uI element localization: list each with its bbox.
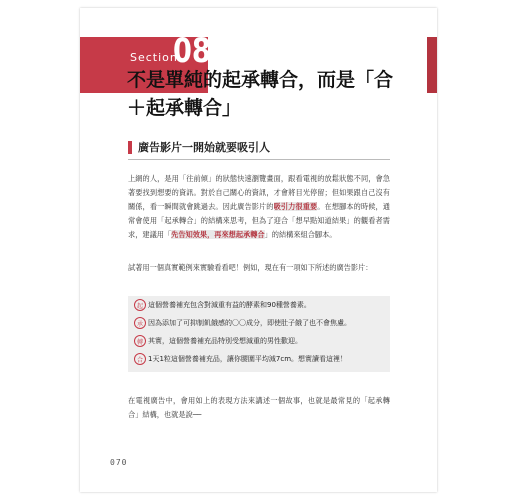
box-line-ki — [134, 298, 311, 312]
intro-text-1: 上網的人，是用「往前傾」的狀態快速瀏覽畫面，跟看電視的放鬆狀態不同，會急著要找到想要的資訊。對於自己關心的資訊，才會將目光停留；但如果跟自己沒有關係，看一瞬間就會跳過去。因此廣告影片的 — [128, 174, 390, 212]
example-box — [128, 296, 390, 372]
box-line-text: 這個營養補充包含對減重有益的酵素和90種營養素。 — [148, 301, 311, 309]
page-title — [127, 66, 427, 122]
highlight-attraction: 吸引力很重要 — [273, 202, 318, 212]
title-line-2: ＋起承轉合」 — [127, 97, 242, 119]
box-line-sho — [134, 316, 351, 330]
intro-text-2: 。在想腳本的時候，通常會使用「起承轉合」的結構來思考，但為了迎合「想早點知道結果」的觀看者需求，建議用「 — [128, 202, 390, 240]
page-number: 070 — [110, 458, 128, 467]
section-number: 08 — [173, 31, 211, 71]
highlight-structure: 先告知效果，再來想起承轉合 — [171, 230, 265, 240]
subheading-bar — [128, 141, 132, 154]
paragraph-conclusion: 在電視廣告中，會用如上的表現方法來講述一個故事，也就是最常見的「起承轉合」結構，也就是說── — [128, 396, 390, 420]
box-line-text: 其實，這個營養補充品特別受想減重的男性歡迎。 — [148, 337, 302, 345]
paragraph-intro — [128, 172, 390, 242]
paragraph-example: 試著用一個真實範例來實驗看看吧！例如，現在有一項如下所述的廣告影片： — [128, 263, 373, 273]
section-label: Section — [130, 51, 178, 64]
book-page — [80, 8, 437, 492]
box-line-ketsu — [134, 352, 347, 366]
circle-mark: 轉 — [134, 335, 146, 347]
circle-mark: 起 — [134, 299, 146, 311]
title-line-1: 不是單純的起承轉合，而是「合 — [127, 69, 394, 91]
box-line-ten — [134, 334, 302, 348]
box-line-text: 因為添加了可抑制飢餓感的〇〇成分，即使肚子餓了也不會焦慮。 — [148, 319, 351, 327]
intro-text-3: 」的結構來組合腳本。 — [264, 230, 337, 240]
box-line-text: 1天1粒這個營養補充品，讓你腰圍平均減7cm。想實讀看這裡！ — [148, 355, 348, 363]
circle-mark: 合 — [134, 353, 146, 365]
edge-tab — [427, 37, 437, 93]
subheading — [128, 139, 390, 160]
circle-mark: 承 — [134, 317, 146, 329]
subheading-text: 廣告影片一開始就要吸引人 — [138, 141, 270, 154]
